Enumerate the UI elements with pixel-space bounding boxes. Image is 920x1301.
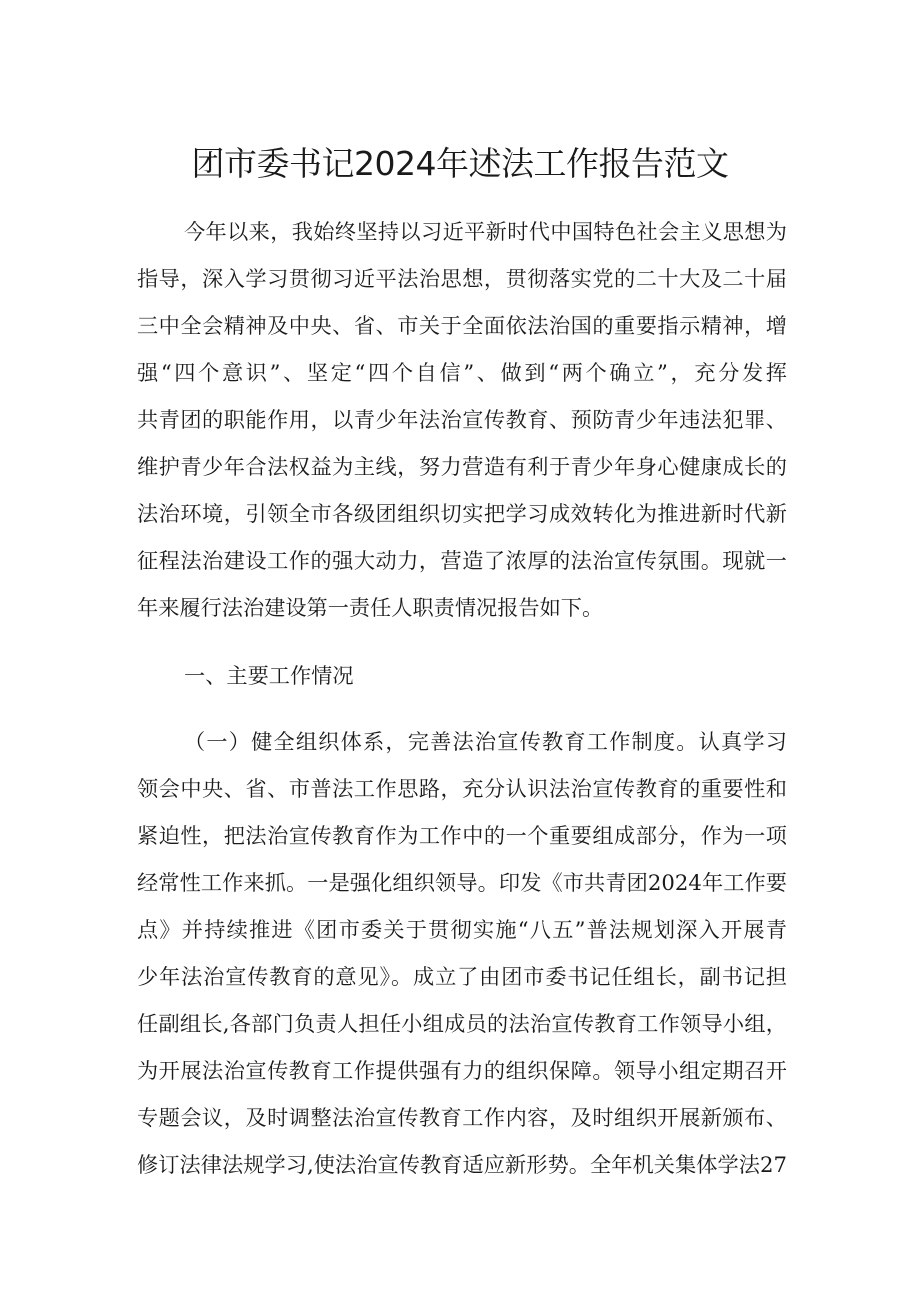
- paragraph-line: 强“四个意识”、坚定“四个自信”、做到“两个确立”，充分发挥: [137, 360, 787, 385]
- paragraph-line: 维护青少年合法权益为主线，努力营造有利于青少年身心健康成长的: [137, 454, 787, 479]
- paragraph-line: 紧迫性，把法治宣传教育作为工作中的一个重要组成部分，作为一项: [137, 823, 787, 848]
- paragraph-line: 年来履行法治建设第一责任人职责情况报告如下。: [137, 595, 604, 620]
- paragraph-line: 今年以来，我始终坚持以习近平新时代中国特色社会主义思想为: [184, 219, 787, 244]
- paragraph-line: 修订法律法规学习,使法治宣传教育适应新形势。全年机关集体学法27: [137, 1152, 787, 1177]
- paragraph-line: 指导，深入学习贯彻习近平法治思想，贯彻落实党的二十大及二十届: [137, 266, 787, 291]
- paragraph-line: 三中全会精神及中央、省、市关于全面依法治国的重要指示精神，增: [137, 313, 787, 338]
- document-title: 团市委书记2024年述法工作报告范文: [191, 144, 729, 183]
- paragraph-line: 专题会议，及时调整法治宣传教育工作内容，及时组织开展新颁布、: [137, 1105, 787, 1130]
- paragraph-line: 点》并持续推进《团市委关于贯彻实施“八五”普法规划深入开展青: [137, 917, 787, 942]
- paragraph-line: （一）健全组织体系，完善法治宣传教育工作制度。认真学习: [184, 729, 787, 754]
- paragraph-line: 法治环境，引领全市各级团组织切实把学习成效转化为推进新时代新: [137, 501, 787, 526]
- paragraph-line: 征程法治建设工作的强大动力，营造了浓厚的法治宣传氛围。现就一: [137, 548, 787, 573]
- paragraph-line: 少年法治宣传教育的意见》。成立了由团市委书记任组长，副书记担: [137, 964, 787, 989]
- paragraph-line: 领会中央、省、市普法工作思路，充分认识法治宣传教育的重要性和: [137, 776, 787, 801]
- paragraph-line: 经常性工作来抓。一是强化组织领导。印发《市共青团2024年工作要: [137, 870, 787, 895]
- section-heading: 一、主要工作情况: [184, 663, 354, 688]
- paragraph-line: 为开展法治宣传教育工作提供强有力的组织保障。领导小组定期召开: [137, 1058, 787, 1083]
- paragraph-line: 共青团的职能作用，以青少年法治宣传教育、预防青少年违法犯罪、: [137, 407, 787, 432]
- paragraph-line: 任副组长,各部门负责人担任小组成员的法治宣传教育工作领导小组，: [137, 1011, 787, 1036]
